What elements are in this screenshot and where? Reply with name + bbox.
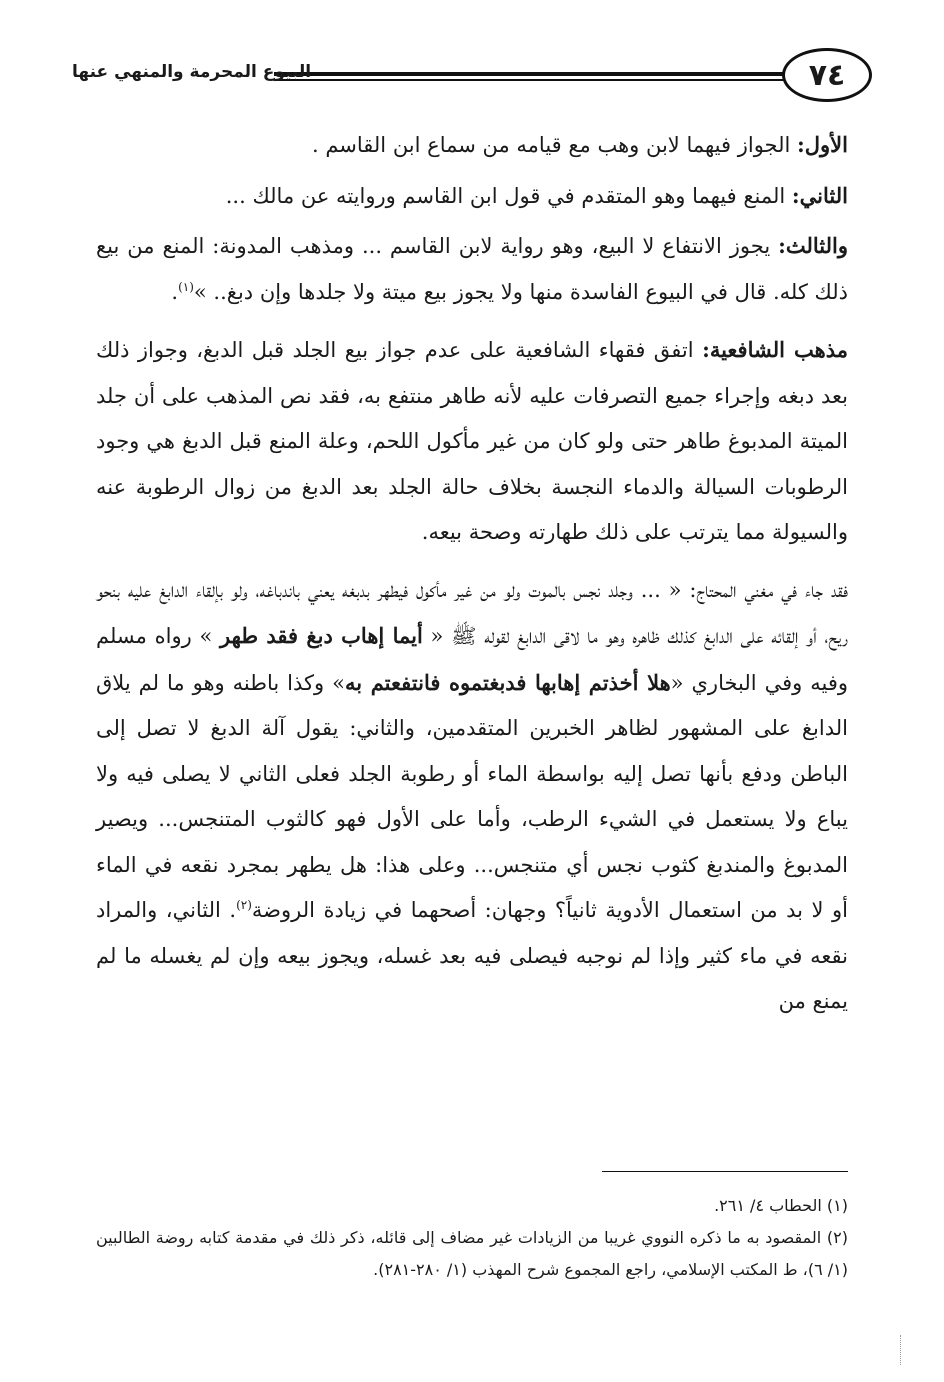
hadith-quote-1: أيما إهاب دبغ فقد طهر [220, 623, 423, 648]
page-number-badge [782, 48, 872, 102]
header-rule [274, 72, 784, 81]
page-number: ٧٤ [808, 57, 846, 93]
paragraph-3-lead: والثالث: [778, 233, 848, 258]
running-title: البيوع المحرمة والمنهي عنها [72, 62, 312, 82]
paragraph-2-text: المنع فيهما وهو المتقدم في قول ابن القاسم وروايته عن مالك ... [225, 183, 792, 208]
paragraph-3 [96, 223, 848, 315]
paragraph-1 [96, 122, 848, 169]
margin-mark [900, 1335, 905, 1365]
paragraph-5-text-c: » وكذا باطنه وهو ما لم يلاق الدابغ على المشهور لظاهر الخبرين المتقدمين، والثاني: يقول آلة الدبغ لا تصل إلى الباطن ودفع بأنها تصل إليه بواسطة الماء أو رطوبة الجلد فعلى الثاني لا يصلى فيه ولا يباع ولا يستعمل في الشيء الرطب، وأما على الأول فهو كالثوب المتنجس... ويصير المدبوغ والمندبغ كثوب نجس أي متنجس... وعلى هذا: هل يطهر بمجرد نقعه في الماء أو لا بد من استعمال الأدوية ثانياً؟ وجهان: أصحهما في زيادة الروضة [96, 670, 848, 922]
paragraph-5-text-d: . الثاني، والمراد نقعه في ماء كثير وإذا لم نوجبه فيصلى فيه بعد غسله، ويجوز بيعه وإن لم يغسله ما لم يمنع من [96, 898, 848, 1013]
paragraph-1-text: الجواز فيهما لابن وهب مع قيامه من سماع ابن القاسم . [311, 133, 798, 157]
footnote-2: (٢) المقصود به ما ذكره النووي غريبا من الزيادات غير مضاف إلى قائله، ذكر ذلك في مقدمة كتابه روضة الطالبين (١/ ٦)، ط المكتب الإسلامي، راجع المجموع شرح المهذب (١/ ٢٨٠-٢٨١). [96, 1228, 848, 1279]
footnote-ref-2[interactable]: (٢) [236, 898, 252, 912]
paragraph-3-end: . [171, 279, 179, 304]
paragraph-4-text: اتفق فقهاء الشافعية على عدم جواز بيع الجلد قبل الدبغ، وجواز ذلك بعد دبغه وإجراء جميع التصرفات عليه لأنه طاهر منتفع به، فقد نص المذهب على أن جلد الميتة المدبوغ طاهر حتى ولو كان من غير مأكول اللحم، وعلة المنع قبل الدبغ هي وجود الرطوبات السيالة والدماء النجسة بخلاف حالة الجلد بعد الدبغ من زوال الرطوبة عنه والسيولة مما يترتب على ذلك طهارته وصحة بيعه. [96, 338, 848, 544]
paragraph-4 [96, 327, 848, 556]
paragraph-5-text-b: » رواه مسلم وفيه وفي البخاري « [96, 624, 848, 695]
footnote-separator [602, 1171, 848, 1172]
main-text [96, 122, 848, 1025]
footnote-ref-1[interactable]: (١) [178, 279, 194, 294]
footnotes [96, 1190, 848, 1286]
footnote-1: (١) الحطاب ٤/ ٢٦١. [714, 1196, 848, 1215]
paragraph-5-text-a: فقد جاء في مغني المحتاج: « ... وجلد نجس بالموت ولو من غير مأكول فيطهر بدبغه يعني باندباغه، ولو بإلقاء الدابغ عليه بنحو ريح، أو إلقائه على الدابغ كذلك ظاهره وهو ما لاقى الدابغ لقوله ﷺ « [96, 577, 849, 648]
page-header [72, 48, 872, 108]
paragraph-2 [96, 173, 848, 220]
paragraph-3-text: يجوز الانتفاع لا البيع، وهو رواية لابن القاسم ... ومذهب المدونة: المنع من بيع ذلك كله. قال في البيوع الفاسدة منها ولا يجوز بيع ميتة ولا جلدها وإن دبغ.. » [96, 234, 848, 304]
paragraph-1-lead: الأول: [797, 132, 848, 157]
paragraph-4-lead: مذهب الشافعية: [702, 337, 848, 362]
paragraph-5 [96, 568, 848, 1025]
hadith-quote-2: هلا أخذتم إهابها فدبغتموه فانتفعتم به [344, 669, 671, 695]
paragraph-2-lead: الثاني: [791, 182, 848, 208]
